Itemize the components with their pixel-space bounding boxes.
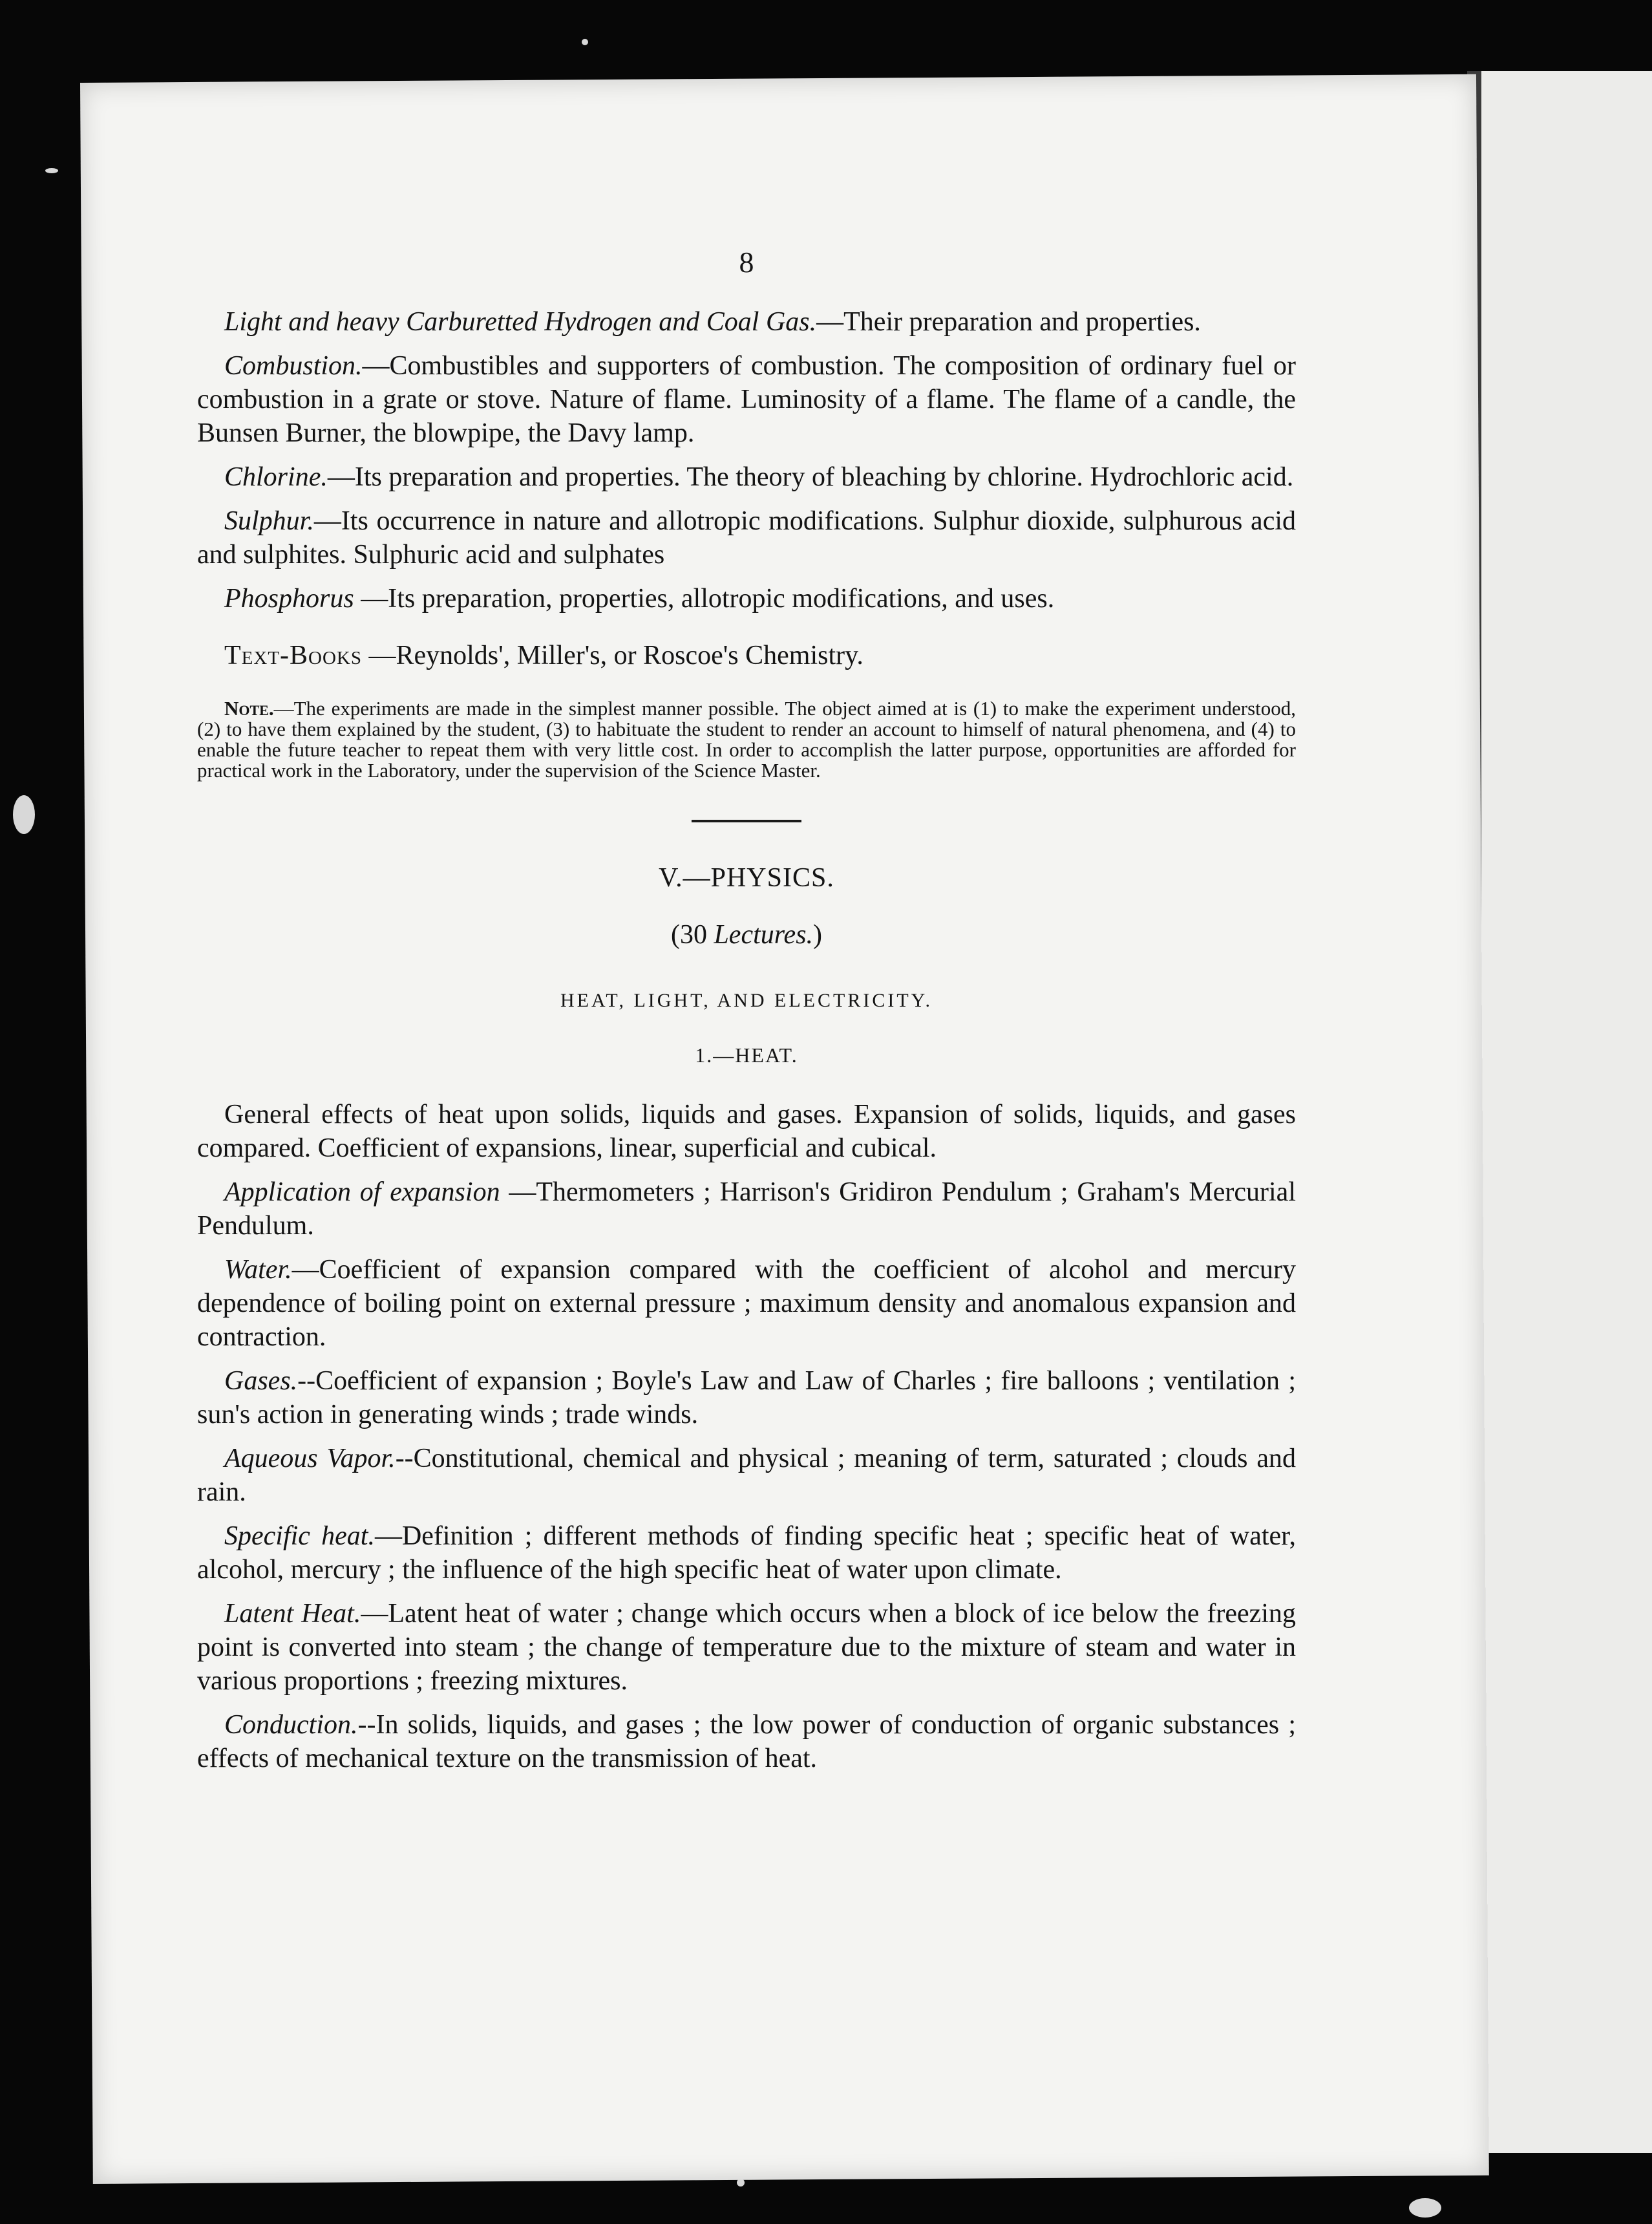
topic-term: Gases. xyxy=(224,1366,298,1396)
topic-text: —Combustibles and supporters of combustion. The composition of ordinary fuel or combustion in a grate or stove. Nature of flame. Luminosity of a flame. The flame of a candle, the Bunsen Burner, the blowpipe, the Davy lamp. xyxy=(197,351,1296,448)
topic-text: --In solids, liquids, and gases ; the low power of conduction of organic substances ; effects of mechanical texture on the transmission of heat. xyxy=(197,1710,1296,1773)
page-number: 8 xyxy=(739,246,754,279)
dust-speck xyxy=(1409,2198,1441,2218)
topic-paragraph xyxy=(197,305,1296,339)
topic-text: —Latent heat of water ; change which occurs when a block of ice below the freezing point is converted into steam ; the change of temperature due to the mixture of steam and water in various proportions ; freezing mixtures. xyxy=(197,1599,1296,1696)
lectures-term: Lectures. xyxy=(714,920,814,950)
topic-text: —Definition ; different methods of finding specific heat ; specific heat of water, alcohol, mercury ; the influence of the high specific heat of water upon climate. xyxy=(197,1521,1296,1585)
topic-term: Specific heat. xyxy=(224,1521,375,1551)
topic-term: Aqueous Vapor. xyxy=(224,1444,396,1473)
lectures-count xyxy=(197,918,1296,952)
topic-term: Water. xyxy=(224,1255,292,1285)
textbooks-label: Text-Books xyxy=(224,641,362,670)
topic-term: Chlorine. xyxy=(224,462,328,492)
dust-speck xyxy=(45,168,58,173)
page-content xyxy=(197,246,1296,1786)
heat-subhead: 1.—HEAT. xyxy=(695,1043,798,1067)
topic-term: Application of expansion xyxy=(224,1177,500,1207)
topic-text: —Coefficient of expansion compared with the coefficient of alcohol and mercury dependence of boiling point on external pressure ; maximum density and anomalous expansion and contraction. xyxy=(197,1255,1296,1352)
topic-paragraph xyxy=(197,1708,1296,1775)
topic-paragraph xyxy=(197,1442,1296,1509)
chemistry-topics xyxy=(197,305,1296,615)
note-label: Note. xyxy=(224,697,274,720)
topic-term: Combustion. xyxy=(224,351,363,381)
topic-term: Phosphorus xyxy=(224,584,354,614)
note-paragraph xyxy=(197,698,1296,781)
topic-text: —Its preparation, properties, allotropic modifications, and uses. xyxy=(354,584,1055,614)
topic-term: Latent Heat. xyxy=(224,1599,361,1629)
section-title: V.—PHYSICS. xyxy=(659,863,834,893)
topic-paragraph xyxy=(197,1175,1296,1243)
intro-paragraph: General effects of heat upon solids, liquids and gases. Expansion of solids, liquids, and gases compared. Coefficient of expansions, linear, superficial and cubical. xyxy=(197,1100,1296,1163)
dust-speck xyxy=(13,795,35,834)
note-text: —The experiments are made in the simplest manner possible. The object aimed at is (1) to make the experiment understood, (2) to have them explained by the student, (3) to habituate the student to render an account to himself of natural phenomena, and (4) to enable the future teacher to repeat them with very little cost. In order to accomplish the latter purpose, opportunities are afforded for practical work in the Laboratory, under the supervision of the Science Master. xyxy=(197,697,1296,782)
topic-paragraph xyxy=(197,504,1296,572)
topic-text: --Coefficient of expansion ; Boyle's Law and Law of Charles ; fire balloons ; ventilation ; sun's action in generating winds ; trade winds. xyxy=(197,1366,1296,1429)
topic-term: Sulphur. xyxy=(224,506,314,536)
topic-text: —Its preparation and properties. The theory of bleaching by chlorine. Hydrochloric acid. xyxy=(327,462,1294,492)
topic-text: —Their preparation and properties. xyxy=(816,307,1201,337)
topic-paragraph xyxy=(197,1597,1296,1698)
topic-term: Light and heavy Carburetted Hydrogen and Coal Gas. xyxy=(224,307,817,337)
topic-text: —Thermometers ; Harrison's Gridiron Pendulum ; Graham's Mercurial Pendulum. xyxy=(197,1177,1296,1241)
textbooks-text: —Reynolds', Miller's, or Roscoe's Chemistry. xyxy=(361,641,863,670)
topic-text: —Its occurrence in nature and allotropic modifications. Sulphur dioxide, sulphurous acid and sulphites. Sulphuric acid and sulphates xyxy=(197,506,1296,570)
topic-paragraph xyxy=(197,582,1296,615)
section-divider xyxy=(692,820,801,822)
lectures-close: ) xyxy=(813,920,823,950)
physics-topics xyxy=(197,1098,1296,1775)
lectures-open: (30 xyxy=(670,920,714,950)
topic-paragraph xyxy=(197,349,1296,450)
topic-paragraph xyxy=(197,1253,1296,1354)
topic-text: --Constitutional, chemical and physical ; meaning of term, saturated ; clouds and rain. xyxy=(197,1444,1296,1507)
adjacent-page xyxy=(1481,71,1652,2153)
dust-speck xyxy=(582,39,588,45)
textbooks-line xyxy=(197,639,1296,672)
physics-subtitle: HEAT, LIGHT, AND ELECTRICITY. xyxy=(560,990,933,1011)
topic-paragraph xyxy=(197,1364,1296,1431)
topic-paragraph xyxy=(197,460,1296,494)
topic-term: Conduction. xyxy=(224,1710,358,1740)
topic-paragraph xyxy=(197,1519,1296,1587)
